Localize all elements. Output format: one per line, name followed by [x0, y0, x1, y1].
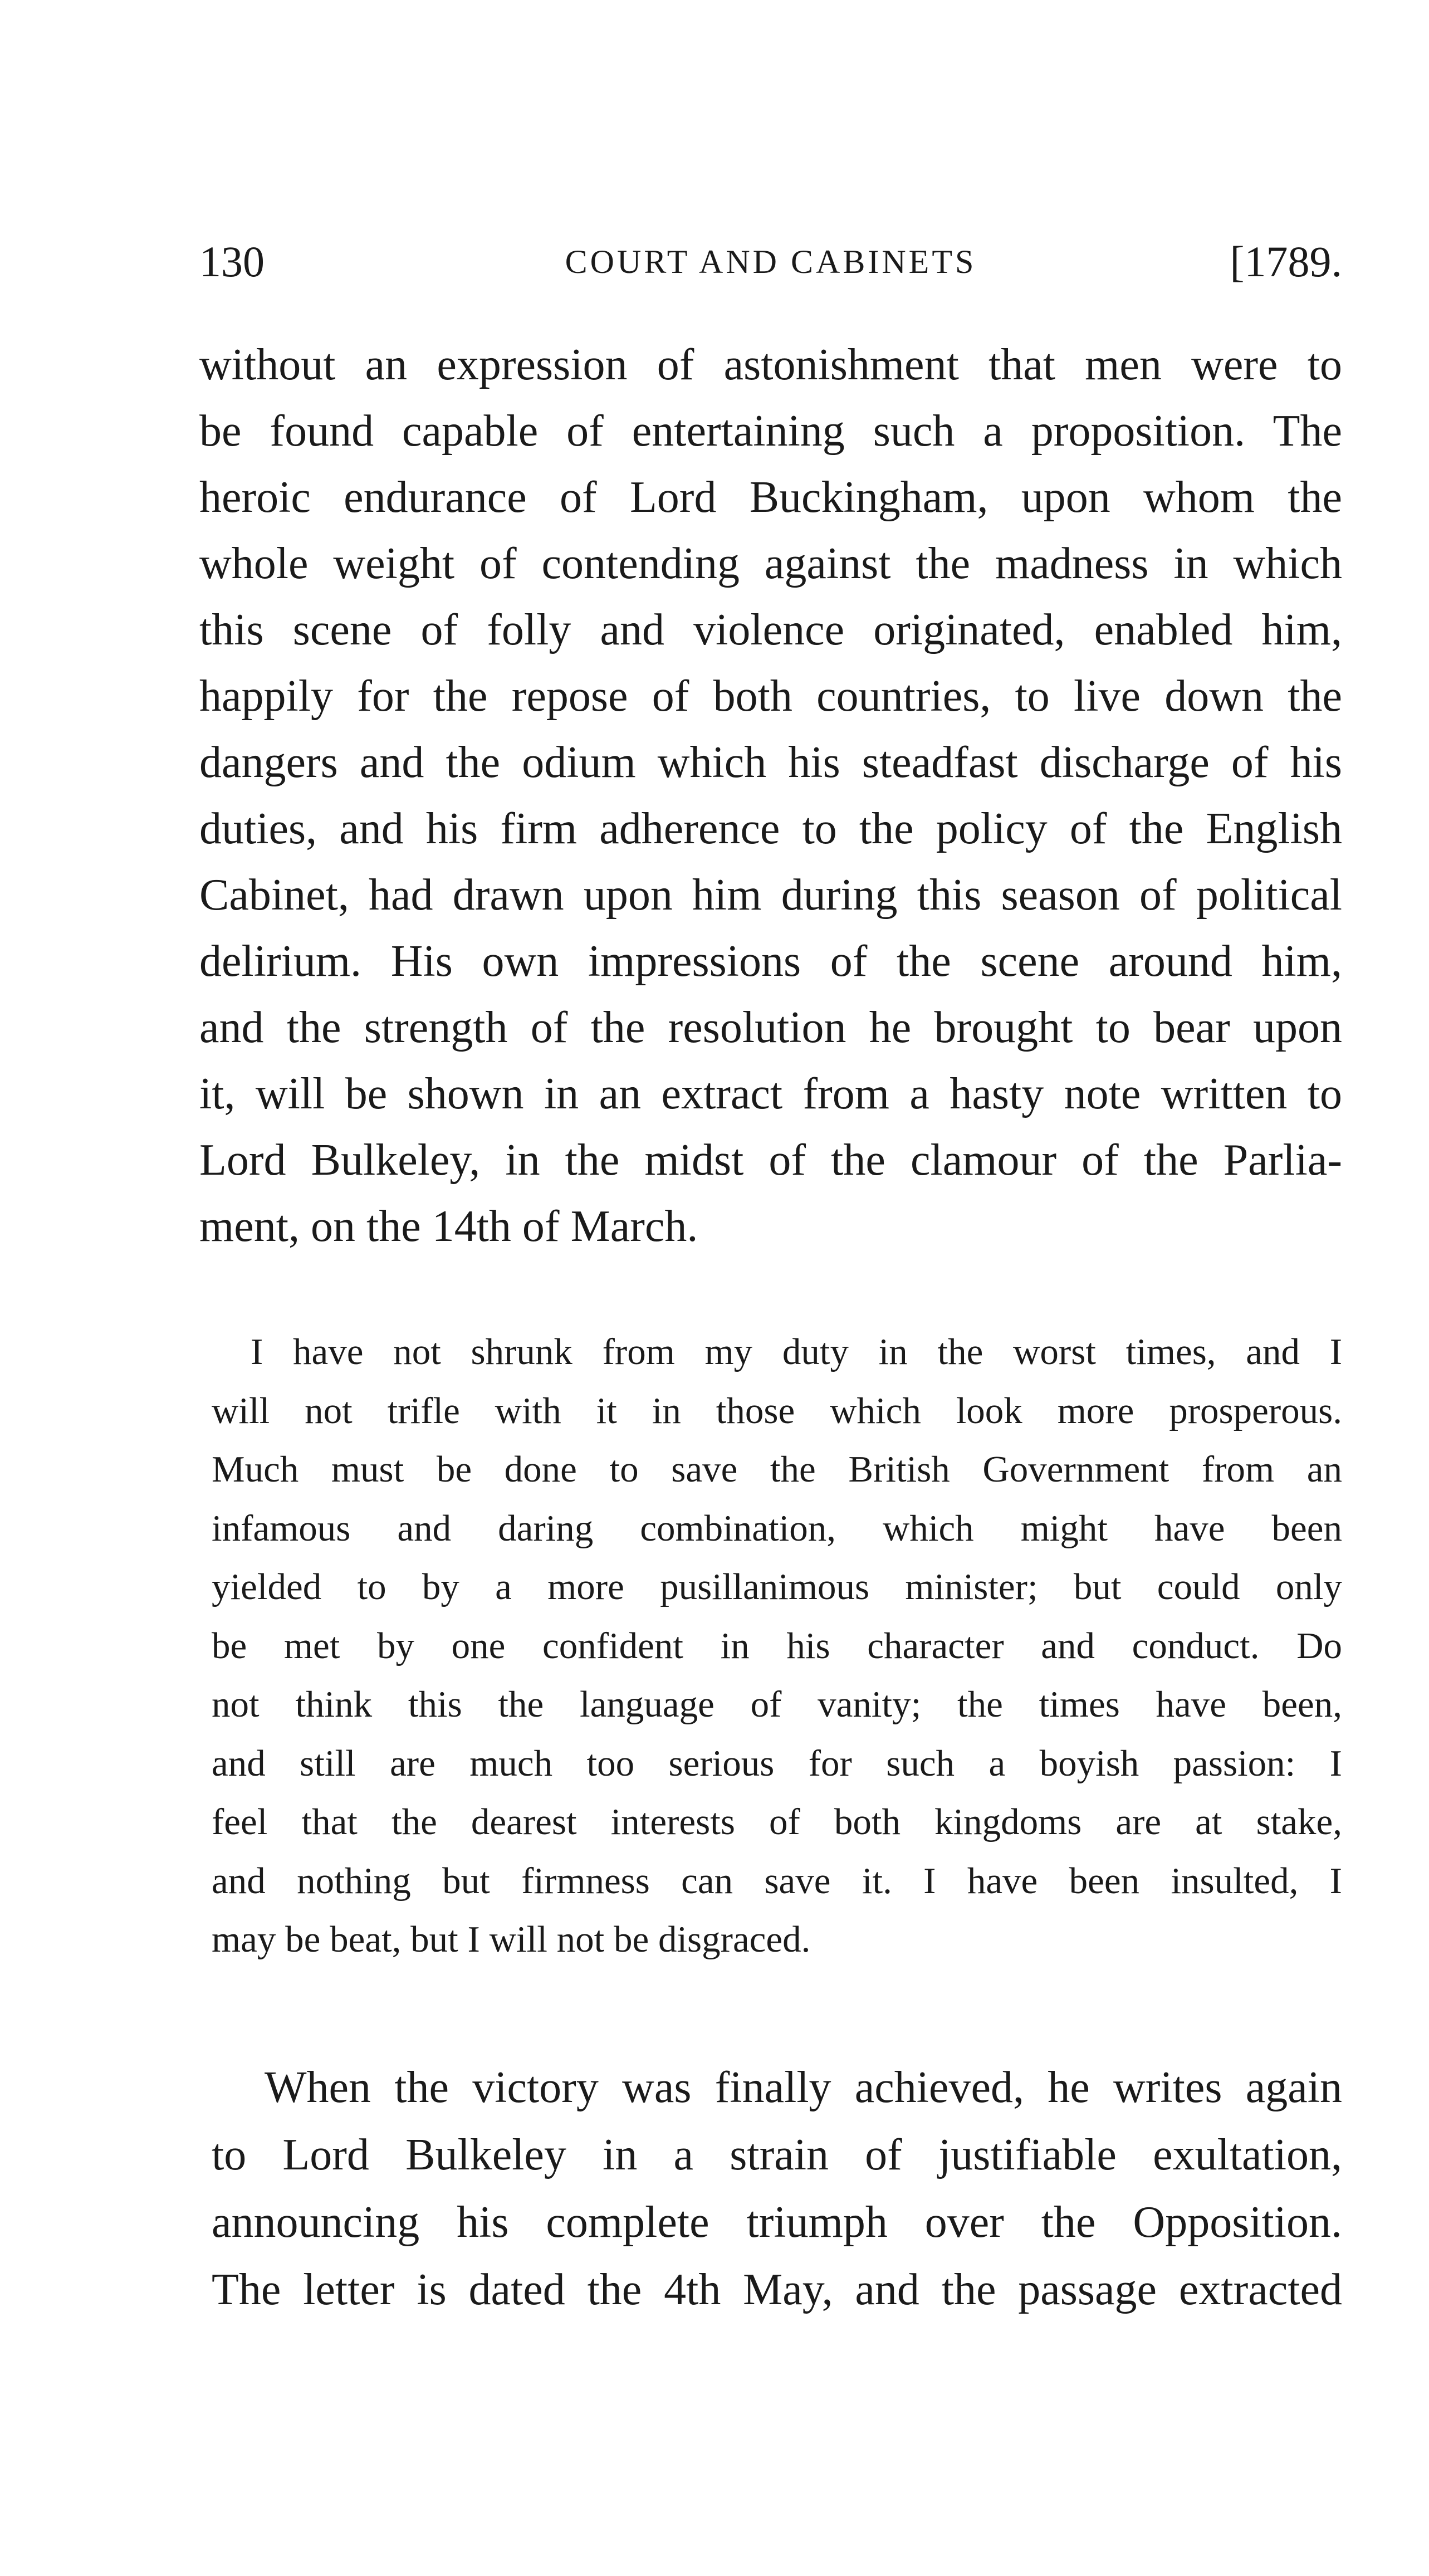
- quote-line: and nothing but firmness can save it. I have been insulted, I: [212, 1860, 1342, 1902]
- quote-line: may be beat, but I will not be disgraced.: [212, 1919, 811, 1960]
- quote-line: not think this the language of vanity; the times have been,: [212, 1684, 1342, 1725]
- quote-line: feel that the dearest interests of both kingdoms are at stake,: [212, 1801, 1342, 1842]
- text-line: and the strength of the resolution he brought to bear upon: [199, 1003, 1342, 1052]
- text-line: delirium. His own impressions of the scene around him,: [199, 937, 1342, 986]
- quote-line: yielded to by a more pusillanimous minister; but could only: [212, 1566, 1342, 1607]
- text-line: to Lord Bulkeley in a strain of justifiable exultation,: [212, 2130, 1342, 2179]
- text-line: be found capable of entertaining such a proposition. The: [199, 407, 1342, 456]
- text-line: duties, and his firm adherence to the policy of the English: [199, 804, 1342, 853]
- quote-line: infamous and daring combination, which might have been: [212, 1507, 1342, 1549]
- quote-line: will not trifle with it in those which look more prosperous.: [212, 1390, 1342, 1431]
- page-number: 130: [199, 237, 265, 286]
- text-line: When the victory was finally achieved, he writes again: [265, 2063, 1342, 2112]
- text-line: it, will be shown in an extract from a hasty note written to: [199, 1069, 1342, 1118]
- text-line: Lord Bulkeley, in the midst of the clamour of the Parlia-: [199, 1136, 1342, 1185]
- main-paragraph: [199, 332, 1342, 1260]
- text-line: whole weight of contending against the madness in which: [199, 539, 1342, 588]
- text-line: heroic endurance of Lord Buckingham, upon whom the: [199, 473, 1342, 522]
- text-line: dangers and the odium which his steadfast discharge of his: [199, 738, 1342, 787]
- quoted-letter: [212, 1323, 1342, 1969]
- running-title: COURT AND CABINETS: [565, 243, 977, 280]
- quote-line: be met by one confident in his character and conduct. Do: [212, 1625, 1342, 1666]
- text-line: The letter is dated the 4th May, and the passage extracted: [212, 2265, 1342, 2314]
- closing-paragraph: [212, 2054, 1342, 2324]
- text-line: ment, on the 14th of March.: [199, 1202, 698, 1251]
- quote-line: Much must be done to save the British Government from an: [212, 1449, 1342, 1490]
- text-line: announcing his complete triumph over the Opposition.: [212, 2198, 1342, 2247]
- quote-line: and still are much too serious for such a boyish passion: I: [212, 1742, 1342, 1784]
- running-year: [1789.: [1230, 237, 1342, 286]
- text-line: this scene of folly and violence originated, enabled him,: [199, 605, 1342, 654]
- text-line: Cabinet, had drawn upon him during this season of political: [199, 871, 1342, 920]
- text-line: without an expression of astonishment that men were to: [199, 340, 1342, 389]
- running-head: [199, 231, 1342, 292]
- text-line: happily for the repose of both countries, to live down the: [199, 672, 1342, 721]
- quote-line: I have not shrunk from my duty in the worst times, and I: [251, 1331, 1342, 1372]
